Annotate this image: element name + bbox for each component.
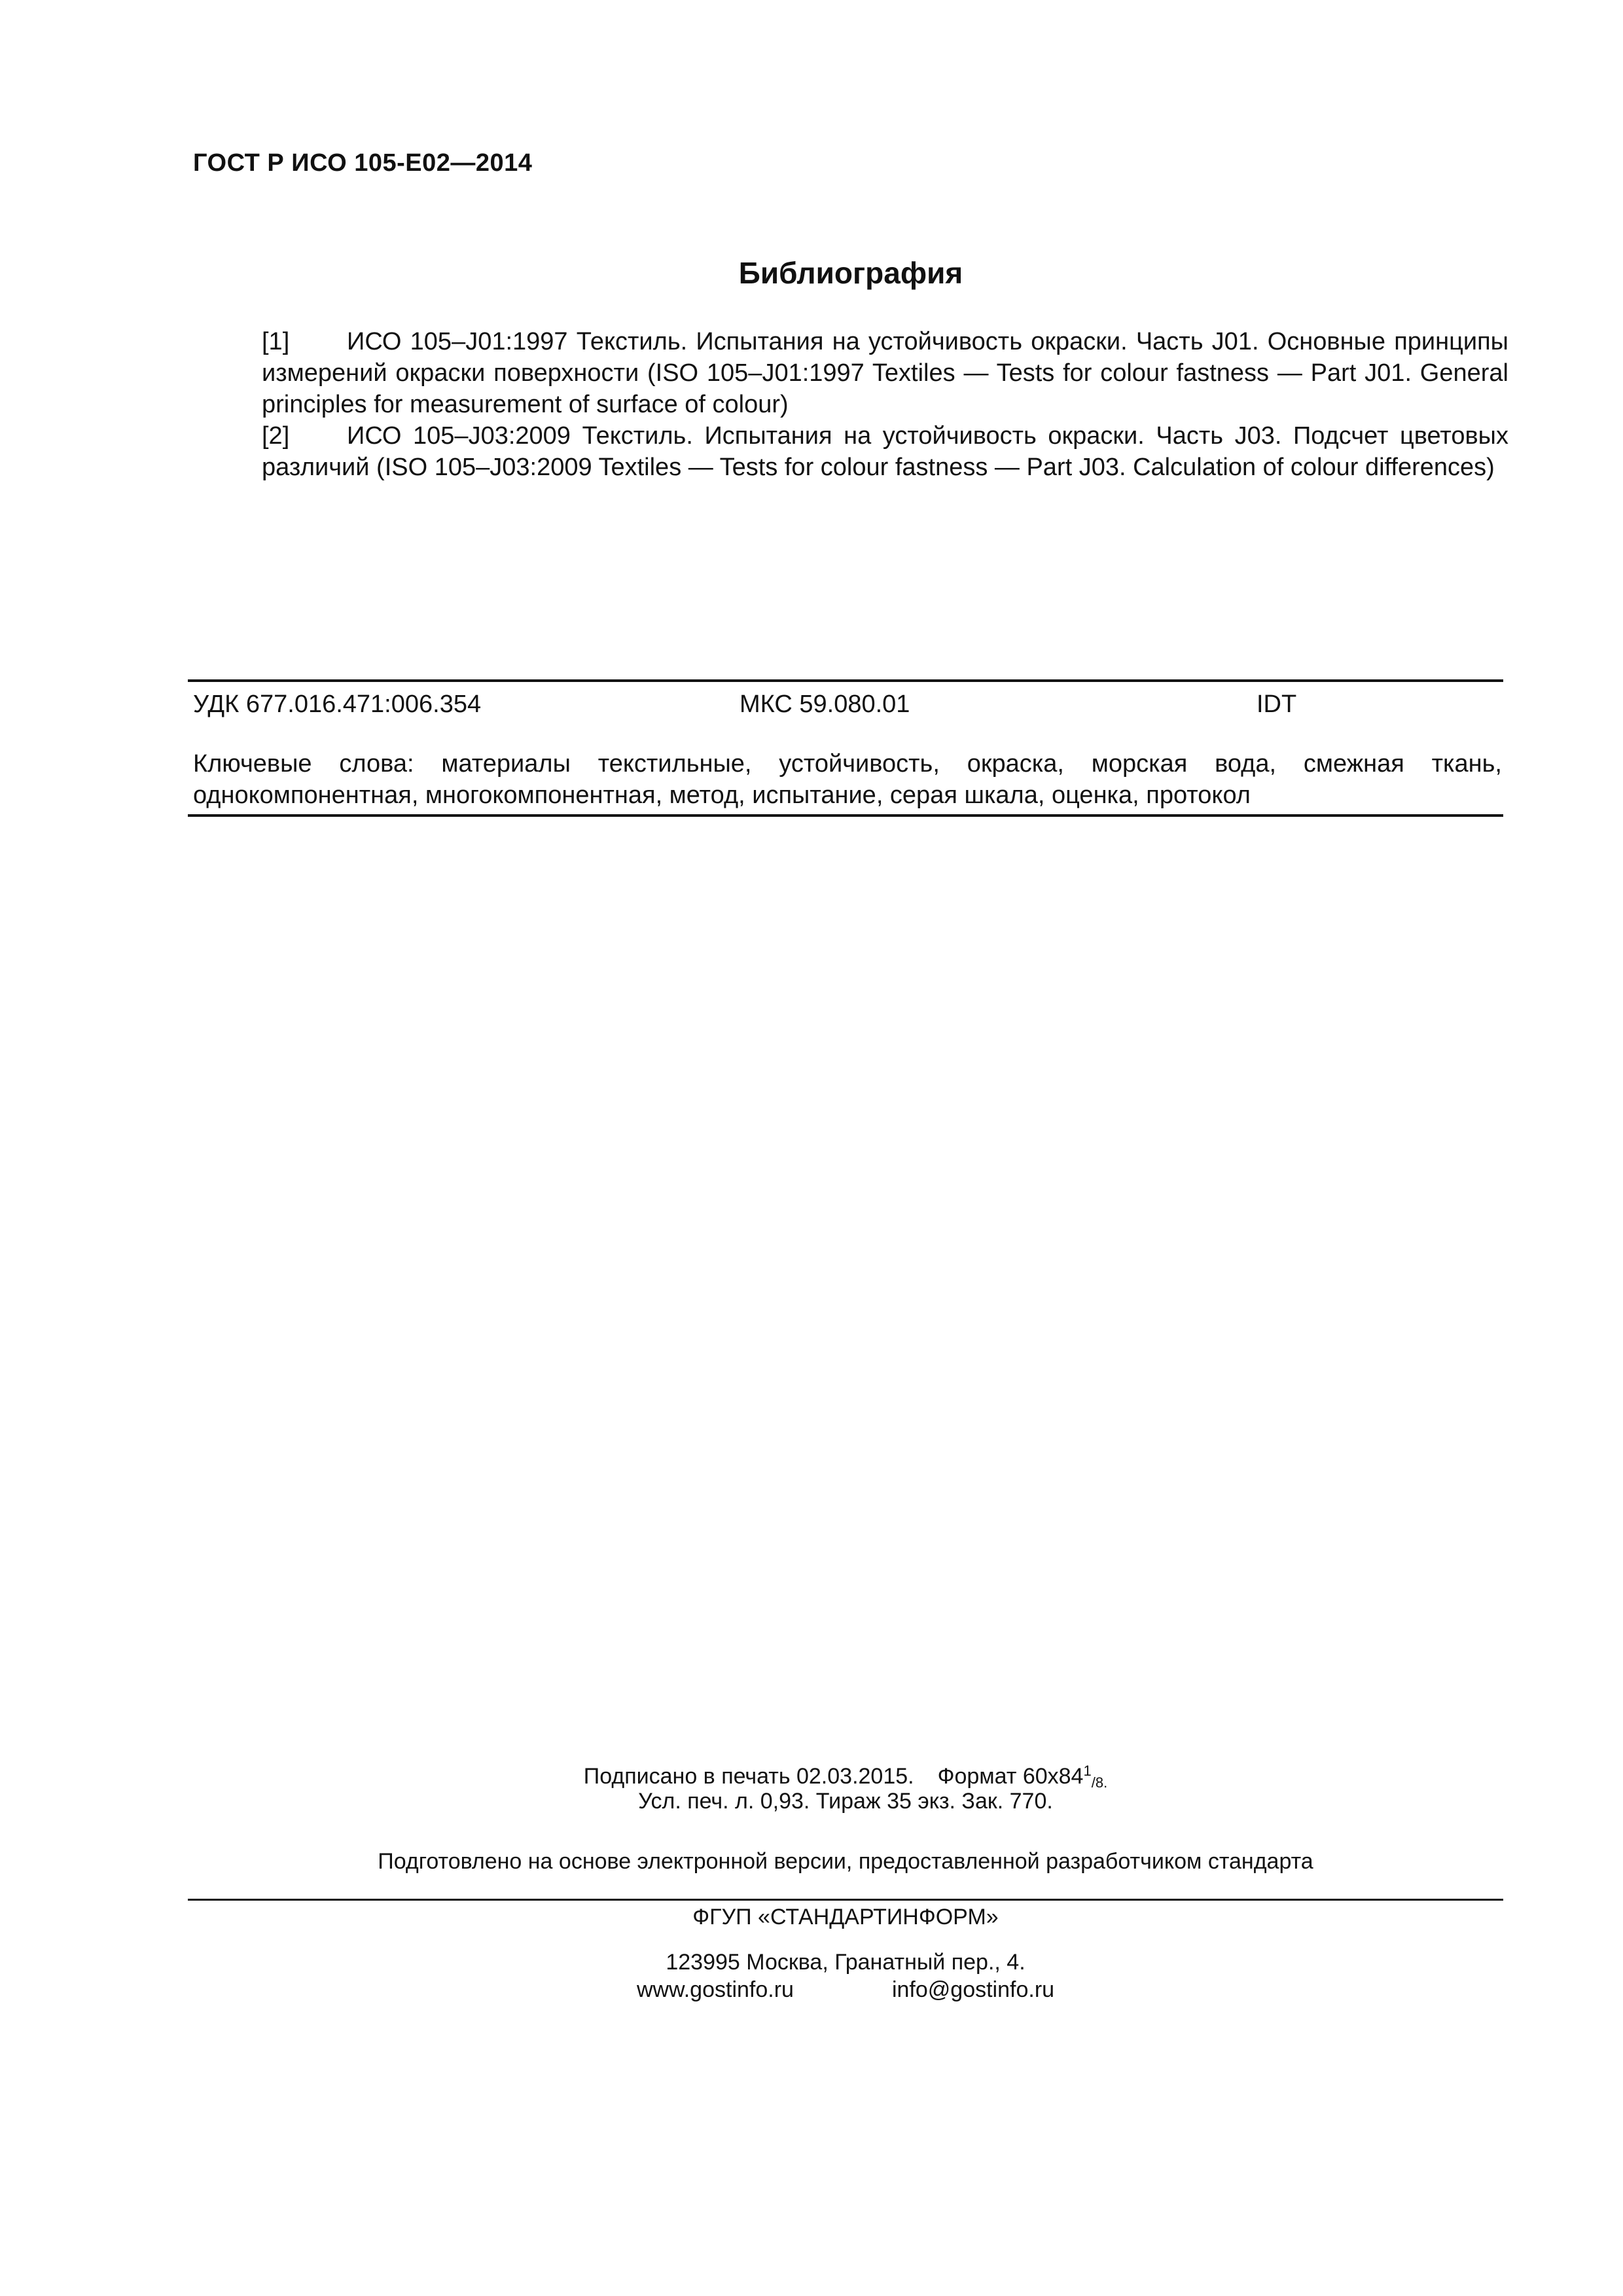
bibliography-title: Библиография: [738, 256, 963, 290]
idt-label: IDT: [1257, 691, 1297, 718]
website-link[interactable]: www.gostinfo.ru: [636, 1977, 794, 2002]
bibliography-item-number: [2]: [262, 422, 290, 450]
keywords-text: Ключевые слова: материалы текстильные, устойчивость, окраска, морская вода, смежная ткань, однокомпонентная, многокомпонентная, метод, испытание, серая шкала, оценка, протокол: [193, 750, 1502, 809]
classification-top-rule: [188, 679, 1503, 682]
prepared-note: Подготовлено на основе электронной версии, предоставленной разработчиком стандарта: [378, 1849, 1313, 1874]
bibliography-item-number: [1]: [262, 328, 290, 355]
bibliography-item: [262, 420, 1508, 483]
publisher-rule: [188, 1899, 1503, 1901]
email-link[interactable]: info@gostinfo.ru: [891, 1977, 1055, 2002]
print-format-numerator: 1: [1083, 1763, 1092, 1779]
publisher-contacts: [188, 1975, 1503, 2004]
mks-code: МКС 59.080.01: [740, 691, 910, 718]
print-details: Усл. печ. л. 0,93. Тираж 35 экз. Зак. 770.: [638, 1789, 1053, 1814]
bibliography-item-text: ИСО 105–J01:1997 Текстиль. Испытания на устойчивость окраски. Часть J01. Основные принципы измерений окраски поверхности (ISO 105–J01:1997 Textiles — Tests for colour fastness — Part J01. General principles for measurement of surface of colour): [262, 328, 1508, 418]
signed-date: Подписано в печать 02.03.2015.: [583, 1764, 914, 1789]
bibliography-item-text: ИСО 105–J03:2009 Текстиль. Испытания на устойчивость окраски. Часть J03. Подсчет цветовых различий (ISO 105–J03:2009 Textiles — Tests for colour fastness — Part J03. Calculation of colour differences): [262, 422, 1508, 481]
print-format-denominator: /8.: [1091, 1774, 1108, 1791]
print-format: [938, 1764, 1108, 1789]
publisher-address: 123995 Москва, Гранатный пер., 4.: [666, 1950, 1026, 1975]
document-code: ГОСТ Р ИСО 105-Е02—2014: [193, 149, 533, 177]
publisher-name: ФГУП «СТАНДАРТИНФОРМ»: [692, 1905, 999, 1929]
classification-bottom-rule: [188, 814, 1503, 817]
print-format-label: Формат 60х84: [937, 1764, 1084, 1789]
udk-code: УДК 677.016.471:006.354: [193, 691, 482, 718]
bibliography-item: [262, 326, 1508, 420]
